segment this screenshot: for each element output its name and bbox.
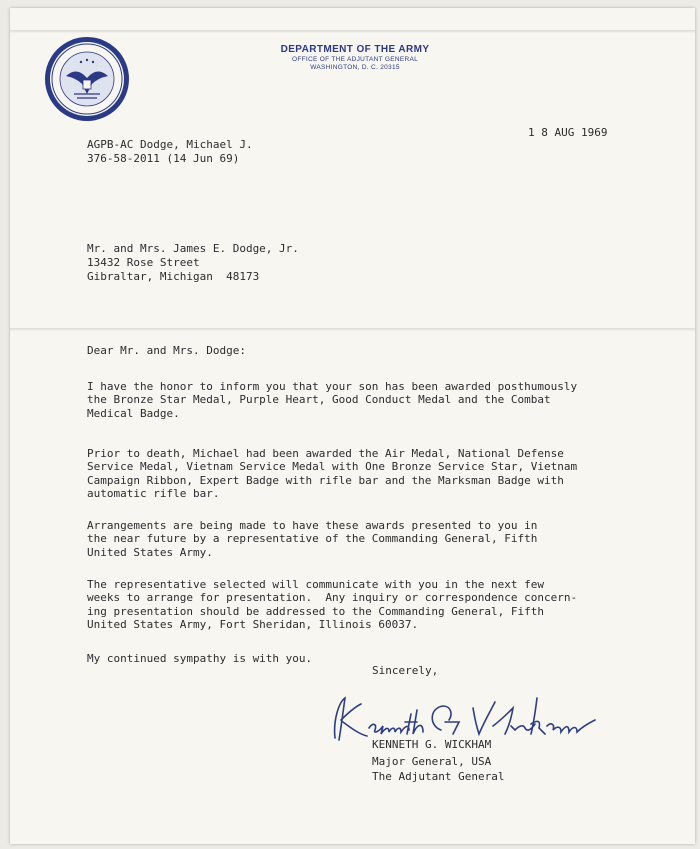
paragraph-line: the near future by a representative of the Commanding General, Fifth	[87, 532, 538, 545]
paragraph-arrangements	[87, 505, 647, 559]
paragraph-line: Prior to death, Michael had been awarded the Air Medal, National Defense	[87, 446, 564, 460]
paragraph-line: United States Army.	[87, 545, 213, 559]
paragraph-line: Arrangements are being made to have these awards presented to you in	[87, 518, 538, 532]
signer-rank: Major General, USA	[372, 755, 492, 768]
paper-fold	[10, 30, 695, 33]
paragraph-line: Medical Badge.	[87, 406, 180, 420]
paragraph-line: weeks to arrange for presentation. Any inquiry or correspondence concern-	[87, 591, 578, 604]
signer-name: KENNETH G. WICKHAM	[372, 738, 492, 751]
address-city: Gibraltar, Michigan 48173	[87, 270, 260, 283]
paragraph-line: Campaign Ribbon, Expert Badge with rifle bar and the Marksman Badge with	[87, 473, 564, 487]
paper-fold	[10, 328, 695, 331]
address-name: Mr. and Mrs. James E. Dodge, Jr.	[87, 242, 299, 255]
office-city: WASHINGTON, D. C. 20315	[310, 64, 400, 71]
paragraph-line: United States Army, Fort Sheridan, Illinois 60037.	[87, 618, 419, 631]
reference-line-2: 376-58-2011 (14 Jun 69)	[87, 152, 240, 165]
paragraph-line: My continued sympathy is with you.	[87, 651, 313, 665]
letter-date: 1 8 AUG 1969	[528, 126, 608, 139]
reference-line-1: AGPB-AC Dodge, Michael J.	[87, 138, 253, 151]
paragraph-line: I have the honor to inform you that your son has been awarded posthumously	[87, 379, 578, 393]
paragraph-awards-posthumous	[87, 366, 647, 420]
paragraph-line: automatic rifle bar.	[87, 487, 220, 500]
dod-seal-icon	[44, 36, 130, 122]
paragraph-line: The representative selected will communicate with you in the next few	[87, 577, 544, 591]
letterhead	[250, 44, 460, 71]
salutation: Dear Mr. and Mrs. Dodge:	[87, 344, 246, 357]
office-name: OFFICE OF THE ADJUTANT GENERAL	[291, 56, 418, 63]
paragraph-line: the Bronze Star Medal, Purple Heart, Good Conduct Medal and the Combat	[87, 393, 551, 406]
signer-title: The Adjutant General	[372, 770, 505, 783]
paragraph-line: ing presentation should be addressed to the Commanding General, Fifth	[87, 604, 544, 618]
address-street: 13432 Rose Street	[87, 256, 200, 269]
department-name: DEPARTMENT OF THE ARMY	[280, 44, 430, 55]
paragraph-prior-awards	[87, 433, 647, 501]
closing: Sincerely,	[372, 664, 439, 677]
paragraph-sympathy	[87, 638, 647, 665]
paragraph-representative	[87, 564, 647, 632]
paragraph-line: Service Medal, Vietnam Service Medal with One Bronze Service Star, Vietnam	[87, 460, 578, 473]
